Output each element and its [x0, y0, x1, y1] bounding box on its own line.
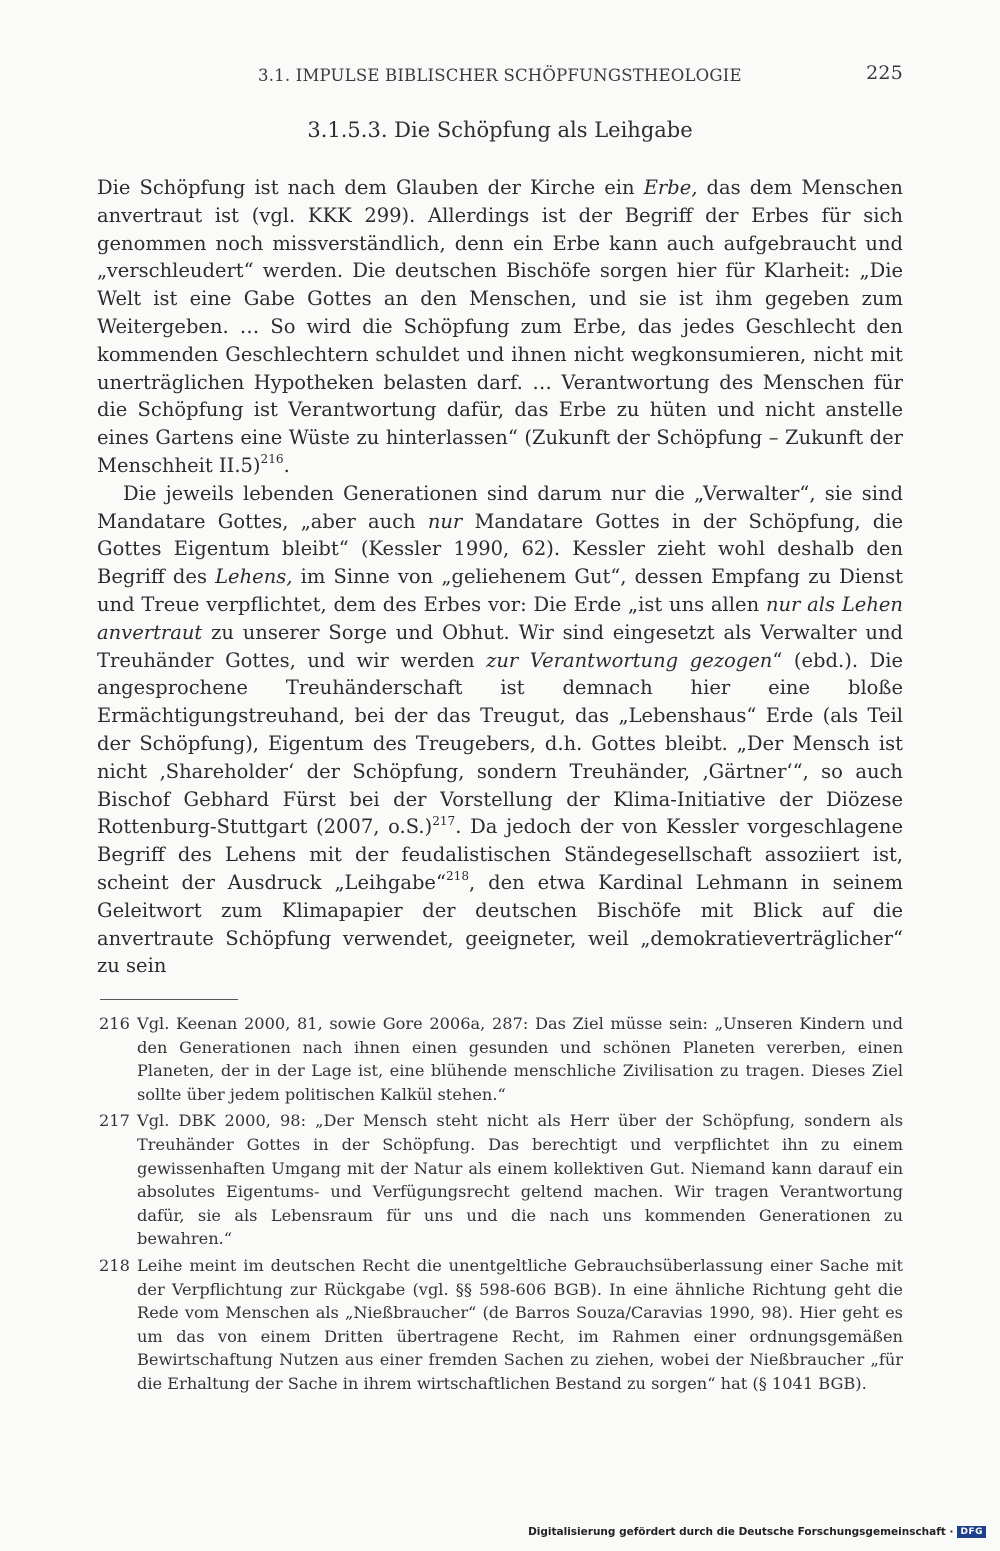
footnote-ref-216[interactable]: 216: [260, 452, 284, 467]
text-run: Mandatare Gottes in der Schöpfung, die Gottes Eigentum bleibt“ (Kessler 1990, 62). Kessler zieht wohl deshalb den Begriff des: [97, 509, 903, 589]
emphasis: nur: [427, 509, 463, 533]
footnotes: [97, 1012, 903, 1399]
footnote-number: 216: [99, 1014, 130, 1033]
footnote-ref-218[interactable]: 218: [445, 869, 470, 884]
funding-text: Digitalisierung gefördert durch die Deutsche Forschungsgemeinschaft ·: [528, 1526, 954, 1538]
running-title: 3.1. IMPULSE BIBLISCHER SCHÖPFUNGSTHEOLOGIE: [258, 66, 742, 85]
footnote-number: 217: [99, 1111, 130, 1131]
emphasis: zur Verantwortung gezogen: [486, 648, 773, 672]
text-run: das dem Menschen anvertraut ist (vgl. KKK 299). Allerdings ist der Begriff der Erbes für sich genommen noch missverständlich, denn ein Erbe kann auch aufgebraucht und „verschleudert“ werden. Die deutschen Bischöfe sorgen hier für Klarheit: „Die Welt ist eine Gabe Gottes an den Menschen, und sie ist ihm gegeben zum Weitergeben. … So wird die Schöpfung zum Erbe, das jedes Geschlecht den kommenden Geschlechtern schuldet und ihnen nicht wegkonsumieren, nicht mit unerträglichen Hypotheken belasten darf. … Verantwortung des Menschen für die Schöpfung ist Verantwortung dafür, das Erbe zu hüten und nicht anstelle eines Gartens eine Wüste zu hinterlassen“ (Zukunft der Schöpfung – Zukunft der Menschheit II.5): [97, 176, 903, 477]
text-run: . Da jedoch der von Kessler vorgeschlagene Begriff des Lehens mit der feudalistischen Ständegesellschaft assoziiert ist, scheint der Ausdruck „Leihgabe“: [97, 815, 903, 894]
emphasis: Lehens,: [215, 565, 293, 589]
text-run: zu unserer Sorge und Obhut. Wir sind eingesetzt als Verwalter und Treuhänder Gottes, und wir werden: [97, 620, 903, 672]
footnote-number: 218: [99, 1255, 130, 1275]
emphasis: Erbe,: [643, 176, 698, 199]
running-head: [258, 62, 903, 92]
footnote: [97, 1109, 903, 1251]
funding-banner: [528, 1523, 986, 1541]
page-number: 225: [866, 62, 903, 84]
body-text: [97, 174, 903, 980]
text-run: Die jeweils lebenden Generationen sind darum nur die „Verwalter“, sie sind Mandatare Gottes, „aber auch: [97, 481, 903, 533]
footnote-text: Vgl. Keenan 2000, 81, sowie Gore 2006a, 287: Das Ziel müsse sein: „Unseren Kindern und den Generationen nach ihnen einen gesunden und schönen Planeten vererben, einen Planeten, der in der Lage ist, eine blühende menschliche Zivilisation zu tragen. Dieses Ziel sollte über jedem politischen Kalkül stehen.“: [137, 1014, 903, 1104]
text-run: im Sinne von „geliehenem Gut“, dessen Empfang zu Dienst und Treue verpflichtet, dem des Erbes vor: Die Erde „ist uns allen: [97, 565, 903, 616]
dfg-logo: DFG: [957, 1526, 986, 1538]
text-run: .: [283, 453, 290, 477]
footnote: [97, 1012, 903, 1106]
paragraph-2: [97, 480, 903, 980]
footnote: [97, 1254, 903, 1396]
footnote-text: Leihe meint im deutschen Recht die unentgeltliche Gebrauchsüberlassung einer Sache mit der Verpflichtung zur Rückgabe (vgl. §§ 598-606 BGB). In eine ähnliche Richtung geht die Rede vom Menschen als „Nießbraucher“ (de Barros Souza/Caravias 1990, 98). Hier geht es um das von einem Dritten übertragene Recht, im Rahmen einer ordnungsgemäßen Bewirtschaftung Nutzen aus einer fremden Sachen zu ziehen, wobei der Nießbraucher „für die Erhaltung der Sache in ihrem wirtschaftlichen Bestand zu sorgen“ hat (§ 1041 BGB).: [137, 1255, 903, 1393]
section-title: 3.1.5.3. Die Schöpfung als Leihgabe: [307, 118, 693, 142]
text-run: Die Schöpfung ist nach dem Glauben der Kirche ein: [97, 176, 644, 199]
footnote-divider: [100, 999, 238, 1000]
footnote-ref-217[interactable]: 217: [432, 813, 456, 828]
text-run: “ (ebd.). Die angesprochene Treuhänderschaft ist demnach hier eine bloße Ermächtigungstreuhand, bei der das Treugut, das „Lebenshaus“ Erde (als Teil der Schöpfung), Eigentum des Treugebers, d.h. Gottes bleibt. „Der Mensch ist nicht ‚Shareholder‘ der Schöpfung, sondern Treuhänder, ‚Gärtner‘“, so auch Bischof Gebhard Fürst bei der Vorstellung der Klima-Initiative der Diözese Rottenburg-Stuttgart (2007, o.S.): [97, 648, 903, 839]
emphasis: nur als Lehen anvertraut: [97, 592, 903, 644]
text-run: , den etwa Kardinal Lehmann in seinem Geleitwort zum Klimapapier der deutschen Bischöfe mit Blick auf die anvertraute Schöpfung verwendet, geeigneter, weil „demokratieverträglicher“ zu sein: [97, 870, 903, 978]
paragraph-1: [97, 174, 903, 480]
footnote-text: Vgl. DBK 2000, 98: „Der Mensch steht nicht als Herr über der Schöpfung, sondern als Treuhänder Gottes in der Schöpfung. Das berechtigt und verpflichtet ihn zu einem gewissenhaften Umgang mit der Natur als einem kollektiven Gut. Niemand kann darauf ein absolutes Eigentums- und Verfügungsrecht geltend machen. Wir tragen Verantwortung dafür, sie als Lebensraum für uns und die nach uns kommenden Generationen zu bewahren.“: [137, 1111, 903, 1249]
